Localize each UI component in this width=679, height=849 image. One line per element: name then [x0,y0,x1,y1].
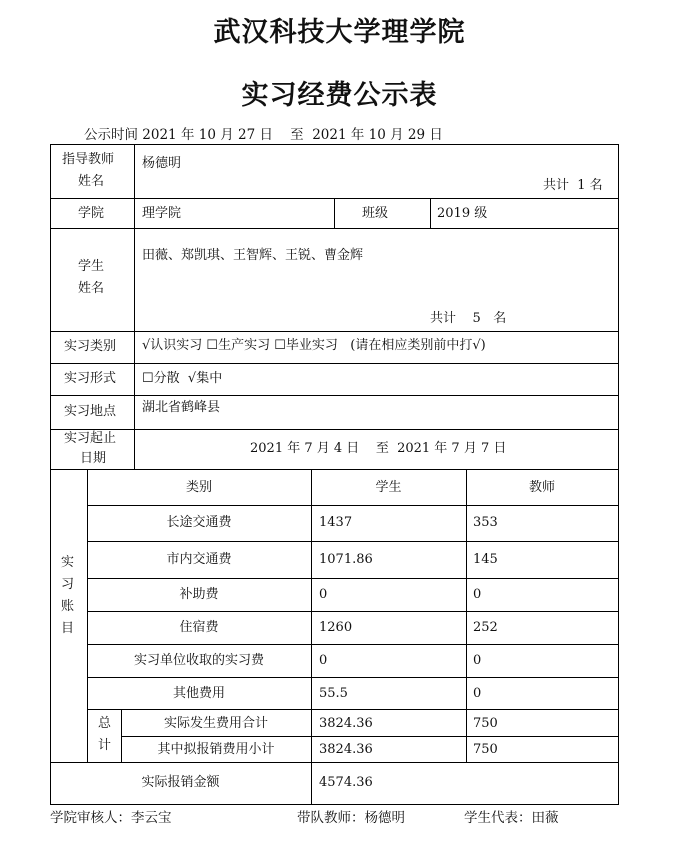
row-student: 0 [319,587,328,602]
category-label: 实习类别 [64,339,117,354]
accounts-label-4: 目 [61,621,75,636]
students-label-2: 姓名 [78,281,105,296]
row-teacher: 252 [473,620,498,635]
row-student: 0 [319,653,328,668]
total-student: 3824.36 [319,716,373,731]
page-title: 武汉科技大学理学院 [213,17,466,48]
instructor-label-2: 姓名 [78,174,105,189]
row-student: 1260 [319,620,353,635]
row-name: 补助费 [179,587,219,602]
total-label-1: 总 [98,716,112,731]
instructor-total: 共计 1 名 [543,178,603,193]
instructor-name: 杨德明 [142,156,182,171]
accounts-label-3: 账 [61,599,75,614]
row-student: 55.5 [319,686,348,701]
row-student: 1071.86 [319,552,373,567]
header-student: 学生 [375,480,402,495]
row-teacher: 0 [473,587,482,602]
instructor-label: 指导教师 [62,152,115,167]
period-label: 实习起止 [64,431,117,446]
reviewer-signature: 学院审核人：李云宝 [50,810,172,826]
accounts-label-2: 习 [61,577,75,592]
row-teacher: 0 [473,653,482,668]
row-name: 住宿费 [179,620,219,635]
students-label: 学生 [78,259,105,274]
students-total: 共计 5 名 [430,311,507,326]
category-value: √认识实习 ☐生产实习 ☐毕业实习 (请在相应类别前中打√) [142,338,486,353]
period-label-2: 日期 [80,451,107,466]
student-rep-signature: 学生代表：田薇 [464,810,559,826]
total-name: 实际发生费用合计 [163,716,268,731]
total-student: 3824.36 [319,742,373,757]
leader-signature: 带队教师：杨德明 [297,810,405,826]
reimbursement-label: 实际报销金额 [141,775,220,790]
location-value: 湖北省鹤峰县 [142,400,221,415]
row-name: 实习单位收取的实习费 [133,653,264,668]
header-teacher: 教师 [528,480,555,495]
reimbursement-value: 4574.36 [319,775,373,790]
publish-time: 公示时间 2021 年 10 月 27 日 至 2021 年 10 月 29 日 [84,127,443,143]
class-label: 班级 [362,206,389,221]
form-value: ☐分散 √集中 [142,371,223,386]
accounts-label-1: 实 [61,555,75,570]
college-label: 学院 [78,206,105,221]
total-name: 其中拟报销费用小计 [157,742,275,757]
class-value: 2019 级 [437,206,488,221]
period-value: 2021 年 7 月 4 日 至 2021 年 7 月 7 日 [250,441,507,456]
total-label-2: 计 [98,738,112,753]
college-value: 理学院 [142,206,182,221]
row-name: 长途交通费 [166,515,232,530]
total-teacher: 750 [473,716,498,731]
row-teacher: 145 [473,552,498,567]
row-teacher: 353 [473,515,498,530]
form-label: 实习形式 [64,371,117,386]
row-teacher: 0 [473,686,482,701]
row-student: 1437 [319,515,353,530]
row-name: 其他费用 [172,686,225,701]
students-names: 田薇、郑凯琪、王智辉、王锐、曹金辉 [142,248,364,263]
location-label: 实习地点 [64,404,117,419]
row-name: 市内交通费 [166,552,232,567]
header-category: 类别 [185,480,212,495]
total-teacher: 750 [473,742,498,757]
form-title: 实习经费公示表 [241,80,438,111]
